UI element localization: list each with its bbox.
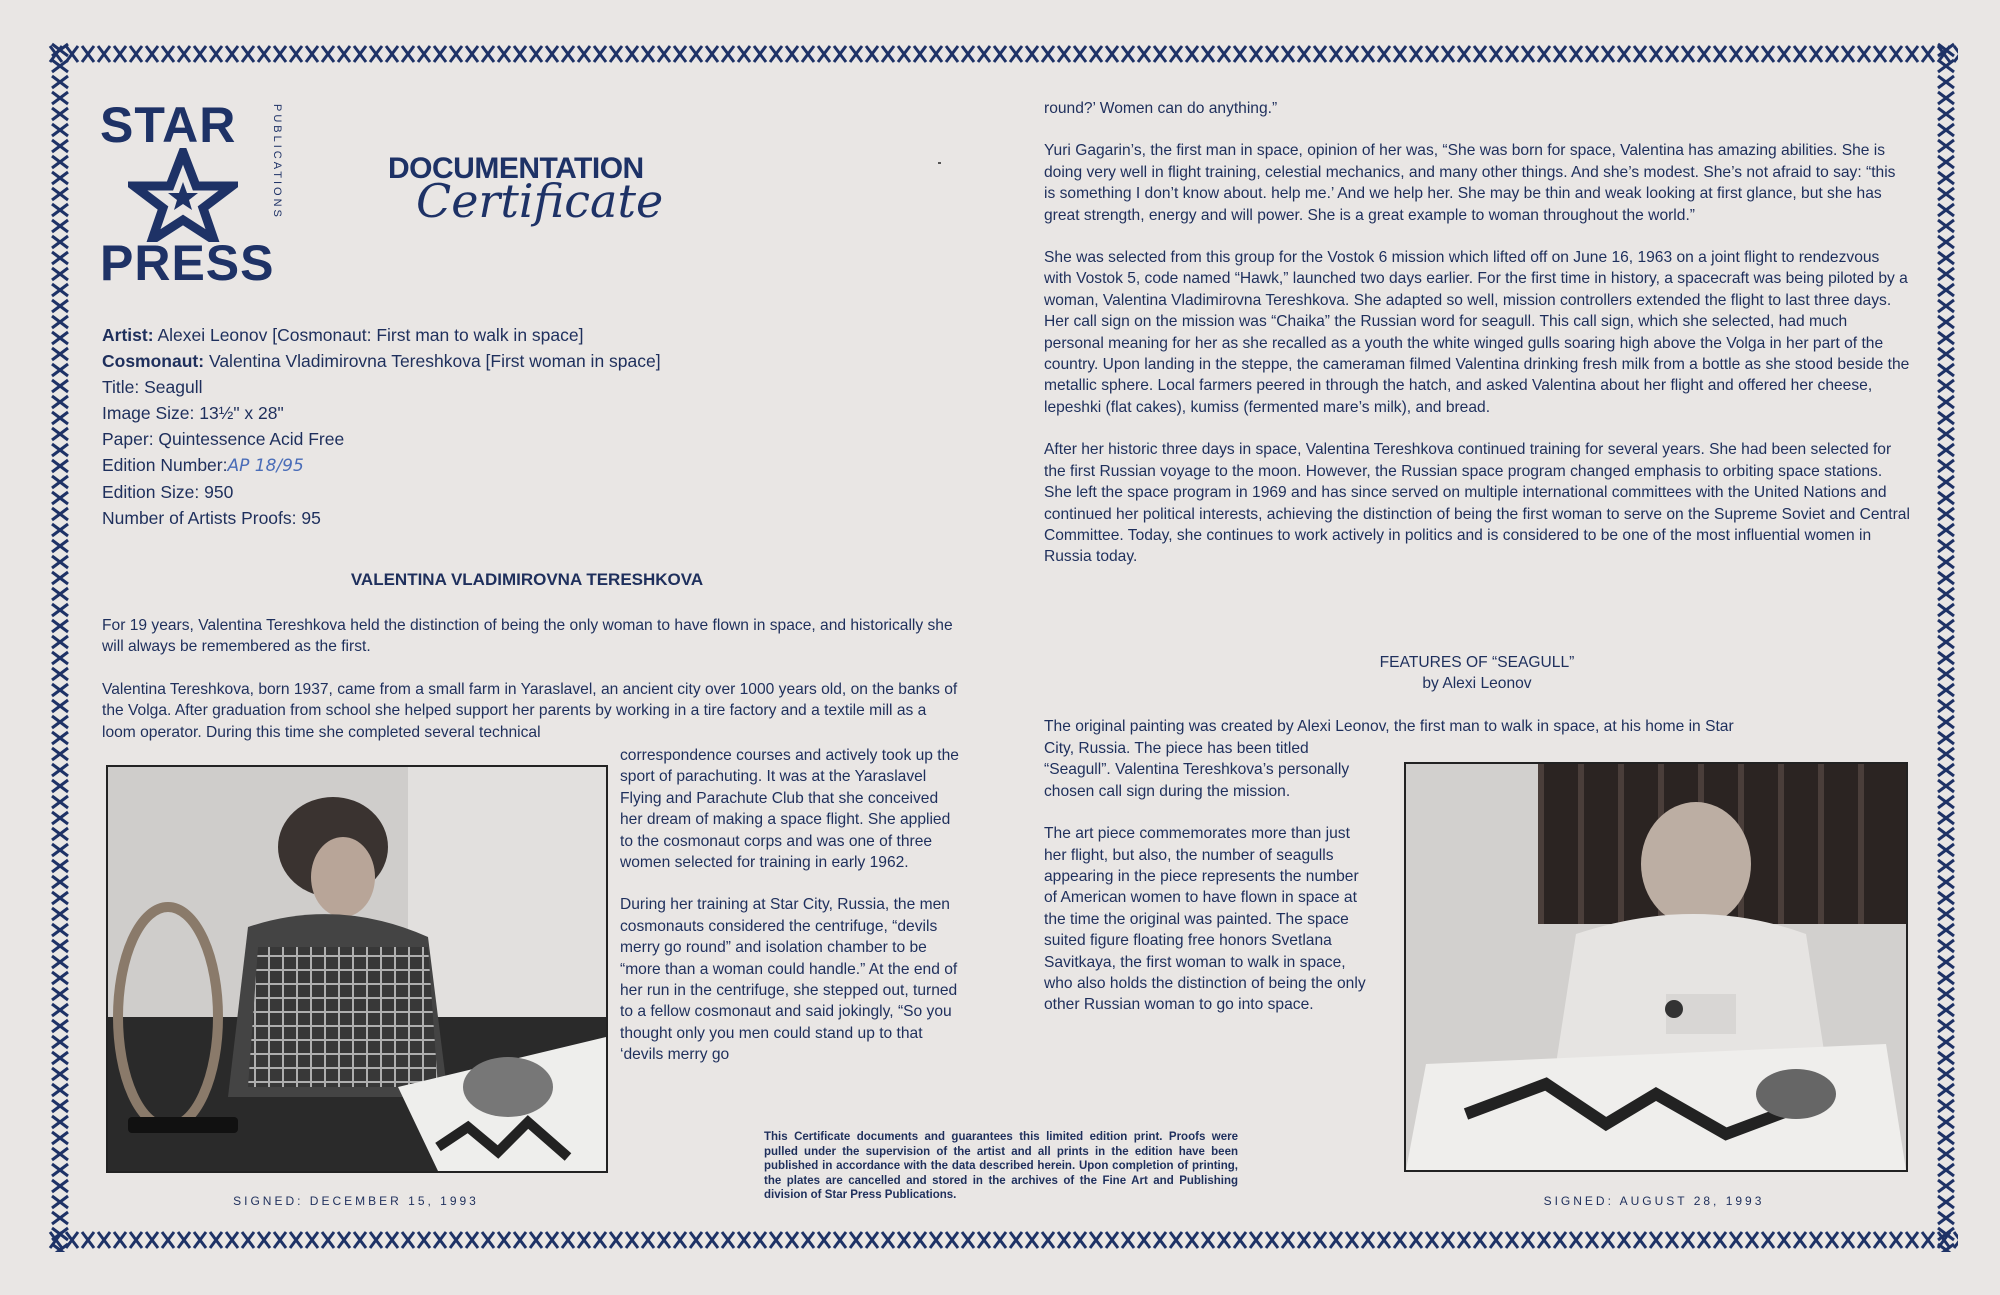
edition-size-row: Edition Size: 950 xyxy=(102,482,234,502)
photo-leonov-image xyxy=(1406,764,1906,1170)
right-paragraph-1: round?’ Women can do anything.” xyxy=(1044,100,1278,117)
border-left xyxy=(48,42,72,1252)
paper-row: Paper: Quintessence Acid Free xyxy=(102,429,345,449)
title-row: Title: Seagull xyxy=(102,377,203,397)
features-column xyxy=(1044,738,1366,1037)
photo-leonov-signing xyxy=(1404,762,1908,1172)
left-column-continued xyxy=(620,745,960,1087)
logo-publications: PUBLICATIONS xyxy=(271,104,283,220)
star-icon xyxy=(128,148,238,242)
left-intro xyxy=(102,615,962,764)
photo-tereshkova-signing xyxy=(106,765,608,1173)
photo-tereshkova-image xyxy=(108,767,606,1171)
features-by: by Alexi Leonov xyxy=(1422,675,1532,693)
star-press-logo xyxy=(100,97,325,291)
speck xyxy=(938,162,941,164)
artwork-details xyxy=(102,322,661,531)
cosmonaut-label: Cosmonaut: xyxy=(102,351,205,371)
cosmonaut-value: Valentina Vladimirovna Tereshkova [First woman in space] xyxy=(208,351,661,371)
artist-label: Artist: xyxy=(102,325,154,345)
artist-proofs-row: Number of Artists Proofs: 95 xyxy=(102,508,321,528)
artist-value: Alexei Leonov [Cosmonaut: First man to walk in space] xyxy=(157,325,584,345)
right-paragraph-4: After her historic three days in space, Valentina Tereshkova continued training for several years. She had been selected for the first Russian voyage to the moon. However, the Russian space program changed emphasis to orbiting space stations. She left the space program in 1969 and has since served on multiple international committees with the United Nations and continued her political interests, achieving the distinction of being the first woman to serve on the Supreme Soviet and Central Committee. Today, she continues to work actively in politics and is considered to be one of the most influential women in Russia today. xyxy=(1044,441,1910,566)
left-heading: VALENTINA VLADIMIROVNA TERESHKOVA xyxy=(350,570,704,589)
right-photo-caption: SIGNED: AUGUST 28, 1993 xyxy=(1543,1194,1765,1208)
border-right xyxy=(1934,42,1958,1252)
documentation-certificate-title xyxy=(388,152,664,228)
edition-number-handwritten: AP 18/95 xyxy=(227,456,304,476)
doc-title-line2: Certificate xyxy=(416,174,664,228)
border-bottom xyxy=(48,1228,1958,1252)
doc-title-line1: DOCUMENTATION xyxy=(388,152,644,185)
edition-number-label: Edition Number: xyxy=(102,455,228,475)
features-intro: The original painting was created by Alexi Leonov, the first man to walk in space, at his home in Star xyxy=(1044,718,1734,735)
border-top xyxy=(48,42,1958,66)
image-size-row: Image Size: 13½" x 28" xyxy=(102,403,284,423)
right-paragraph-2: Yuri Gagarin’s, the first man in space, opinion of her was, “She was born for space, Valentina has amazing abilities. She is doing very well in flight training, celestial mechanics, and many other things. And she’s modest. She’s not afraid to say: “this is something I don’t know about. help me.’ And we help her. She may be thin and weak looking at first glance, but she has great strength, energy and will power. She is a great example to woman throughout the world.” xyxy=(1044,142,1896,224)
right-column xyxy=(1044,98,1910,589)
right-paragraph-3: She was selected from this group for the Vostok 6 mission which lifted off on June 16, 1963 on a joint flight to rendezvous with Vostok 5, code named “Hawk,” launched two days earlier. For the first time in history, a spacecraft was being piloted by a woman, Valentina Vladimirovna Tereshkova. She adapted so well, mission controllers extended the flight to last three days. Her call sign on the mission was “Chaika” the Russian word for seagull. This call sign, which she selected, had much personal meaning for her as she recalled as a youth the white winged gulls soaring high above the Volga in her part of the country. Upon landing in the steppe, the cameraman filmed Valentina drinking fresh milk from a bottle as she stood beside the metallic sphere. Local farmers peered in through the hatch, and asked Valentina about her flight and offered her cheese, lepeshki (flat cakes), kumiss (fermented mare’s milk), and bread. xyxy=(1044,249,1910,416)
edition-number-row xyxy=(102,452,661,479)
left-paragraph-1: For 19 years, Valentina Tereshkova held the distinction of being the only woman to have flown in space, and historically she will always be remembered as the first. xyxy=(102,617,953,656)
logo-press-word: PRESS xyxy=(100,235,275,291)
certificate-guarantee-note: This Certificate documents and guarantees this limited edition print. Proofs were pulled under the supervision of the artist and all prints in the edition have been published in accordance with the data described herein. Upon completion of printing, the plates are cancelled and stored in the archives of the Fine Art and Publishing division of Star Press Publications. xyxy=(764,1131,1238,1202)
cosmonaut-row xyxy=(102,348,661,374)
left-paragraph-2: Valentina Tereshkova, born 1937, came from a small farm in Yaraslavel, an ancient city over 1000 years old, on the banks of the Volga. After graduation from school she helped support her parents by working in a tire factory and a textile mill as a loom operator. During this time she completed several technical xyxy=(102,680,958,741)
left-photo-caption: SIGNED: DECEMBER 15, 1993 xyxy=(233,1194,479,1208)
left-paragraph-3: correspondence courses and actively took up the sport of parachuting. It was at the Yaraslavel Flying and Parachute Club that she conceived her dream of making a space flight. She applied to the cosmonaut corps and was one of three women selected for training in early 1962. xyxy=(620,747,959,872)
artist-row xyxy=(102,322,661,348)
logo-star-word: STAR xyxy=(100,97,237,153)
left-paragraph-4: During her training at Star City, Russia, the men cosmonauts considered the centrifuge, “devils merry go round” and isolation chamber to be “more than a woman could handle.” At the end of her run in the centrifuge, she stepped out, turned to a fellow cosmonaut and said jokingly, “So you thought only you men could stand up to that ‘devils merry go xyxy=(620,896,958,1064)
features-heading-block xyxy=(1044,652,1910,695)
features-paragraph-1: City, Russia. The piece has been titled “Seagull”. Valentina Tereshkova’s personally chosen call sign during the mission. xyxy=(1044,740,1350,800)
features-paragraph-2: The art piece commemorates more than just her flight, but also, the number of seagulls appearing in the piece represents the number of American women to have flown in space at the time the original was painted. The space suited figure floating free honors Svetlana Savitkaya, the first woman to walk in space, who also holds the distinction of being the only other Russian woman to go into space. xyxy=(1044,825,1366,1014)
features-heading: FEATURES OF “SEAGULL” xyxy=(1379,654,1575,671)
